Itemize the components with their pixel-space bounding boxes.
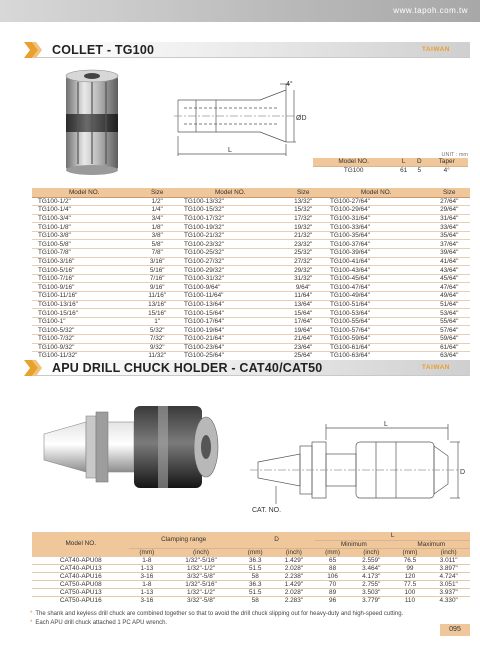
model-cell: TG100-31/32" (178, 274, 282, 283)
size-cell: 21/64" (282, 335, 324, 344)
size-cell: 21/32" (282, 231, 324, 240)
table-row (32, 283, 470, 292)
value-cell: 1-13 (129, 588, 164, 596)
size-cell: 35/64" (428, 231, 470, 240)
value-cell: 110 (393, 596, 428, 604)
model-cell: TG100-3/4" (32, 214, 136, 223)
size-cell: 9/64" (282, 283, 324, 292)
model-cell: TG100-5/8" (32, 240, 136, 249)
unit-header: (inch) (164, 548, 238, 556)
value-cell: 2.028" (273, 564, 316, 572)
value-cell: 2.283" (273, 596, 316, 604)
model-cell: CAT50-APU08 (32, 580, 129, 588)
size-cell: 15/64" (282, 309, 324, 318)
table-row (32, 223, 470, 232)
table-row (32, 588, 470, 596)
value-cell: 3.464" (350, 564, 393, 572)
model-cell: TG100-9/16" (32, 283, 136, 292)
spec-header: Taper (425, 158, 468, 166)
value-cell: 3.897" (427, 564, 470, 572)
website-url: www.tapoh.com.tw (393, 6, 468, 15)
table-row (32, 206, 470, 215)
model-cell: TG100-3/8" (32, 231, 136, 240)
size-cell: 19/32" (282, 223, 324, 232)
spec-header: L (394, 158, 413, 166)
value-cell: 100 (393, 588, 428, 596)
model-cell: TG100-19/64" (178, 326, 282, 335)
unit-header: (inch) (350, 548, 393, 556)
model-cell: TG100-23/32" (178, 240, 282, 249)
note-marker: * (30, 611, 33, 617)
value-cell: 3/32"-5/8" (164, 596, 238, 604)
size-header: Model NO. (324, 188, 428, 197)
table-row (32, 580, 470, 588)
value-cell: 36.3 (238, 580, 273, 588)
size-cell: 13/16" (136, 300, 178, 309)
size-cell: 11/32" (136, 352, 178, 361)
table-row (32, 317, 470, 326)
collet-section-header (22, 40, 470, 60)
model-cell: TG100-1/8" (32, 223, 136, 232)
model-cell: TG100-11/64" (178, 292, 282, 301)
value-cell: 96 (315, 596, 350, 604)
model-cell: TG100-61/64" (324, 343, 428, 352)
value-cell: 3.503" (350, 588, 393, 596)
model-cell: TG100-45/64" (324, 274, 428, 283)
table-row (32, 300, 470, 309)
model-cell: CAT50-APU16 (32, 596, 129, 604)
model-cell: TG100-7/32" (32, 335, 136, 344)
size-cell: 25/32" (282, 249, 324, 258)
size-header: Model NO. (178, 188, 282, 197)
d-header: D (238, 532, 315, 548)
value-cell: 3-16 (129, 596, 164, 604)
model-cell: TG100-1/2" (32, 197, 136, 206)
size-cell: 3/4" (136, 214, 178, 223)
model-cell: TG100-5/32" (32, 326, 136, 335)
size-cell: 63/64" (428, 352, 470, 361)
unit-header: (mm) (393, 548, 428, 556)
model-cell: TG100-49/64" (324, 292, 428, 301)
table-row (32, 335, 470, 344)
size-cell: 1/2" (136, 197, 178, 206)
value-cell: 4.330" (427, 596, 470, 604)
note-text: Each APU drill chuck attached 1 PC APU wrench. (35, 620, 168, 626)
model-cell: TG100-7/8" (32, 249, 136, 258)
model-cell: TG100-27/32" (178, 257, 282, 266)
size-cell: 31/64" (428, 214, 470, 223)
table-row (32, 249, 470, 258)
spec-cell: 4° (425, 166, 468, 174)
size-header: Model NO. (32, 188, 136, 197)
model-cell: CAT40-APU08 (32, 556, 129, 564)
model-cell: TG100-13/64" (178, 300, 282, 309)
spec-cell: TG100 (313, 166, 394, 174)
size-cell: 57/64" (428, 326, 470, 335)
size-cell: 13/32" (282, 197, 324, 206)
size-header: Size (282, 188, 324, 197)
value-cell: 89 (315, 588, 350, 596)
size-cell: 27/32" (282, 257, 324, 266)
model-cell: TG100-15/16" (32, 309, 136, 318)
size-cell: 19/64" (282, 326, 324, 335)
value-cell: 4.724" (427, 572, 470, 580)
size-cell: 47/64" (428, 283, 470, 292)
size-cell: 61/64" (428, 343, 470, 352)
diameter-label: D (460, 469, 466, 476)
size-cell: 15/32" (282, 206, 324, 215)
size-cell: 5/32" (136, 326, 178, 335)
size-cell: 13/64" (282, 300, 324, 309)
value-cell: 3.011" (427, 556, 470, 564)
table-row (32, 596, 470, 604)
model-cell: TG100-17/32" (178, 214, 282, 223)
size-cell: 41/64" (428, 257, 470, 266)
model-cell: TG100-21/64" (178, 335, 282, 344)
note-marker: * (30, 620, 33, 626)
size-header: Size (136, 188, 178, 197)
apu-title: APU DRILL CHUCK HOLDER - CAT40/CAT50 (52, 361, 323, 375)
value-cell: 3.937" (427, 588, 470, 596)
model-cell: TG100-47/64" (324, 283, 428, 292)
collet-size-table (32, 188, 470, 361)
value-cell: 1.429" (273, 556, 316, 564)
size-cell: 43/64" (428, 266, 470, 275)
value-cell: 4.173" (350, 572, 393, 580)
table-row (32, 309, 470, 318)
model-cell: TG100-3/16" (32, 257, 136, 266)
taiwan-badge: TAIWAN (421, 364, 450, 371)
size-cell: 11/16" (136, 292, 178, 301)
unit-header: (inch) (273, 548, 316, 556)
size-cell: 59/64" (428, 335, 470, 344)
model-cell: TG100-59/64" (324, 335, 428, 344)
table-row (32, 214, 470, 223)
value-cell: 1-13 (129, 564, 164, 572)
size-cell: 51/64" (428, 300, 470, 309)
model-cell: CAT40-APU13 (32, 564, 129, 572)
value-cell: 1-8 (129, 580, 164, 588)
value-cell: 2.559" (350, 556, 393, 564)
model-cell: CAT40-APU16 (32, 572, 129, 580)
size-header: Size (428, 188, 470, 197)
spec-header: D (413, 158, 425, 166)
value-cell: 3.779" (350, 596, 393, 604)
size-cell: 5/16" (136, 266, 178, 275)
taiwan-badge: TAIWAN (421, 46, 450, 53)
size-cell: 9/16" (136, 283, 178, 292)
table-row (32, 274, 470, 283)
value-cell: 1-8 (129, 556, 164, 564)
note-text: The shank and keyless drill chuck are combined together so that to avoid the drill chuck slipping out for heavy-duty and high-speed cutting. (35, 611, 404, 617)
model-cell: TG100-27/64" (324, 197, 428, 206)
unit-header: (mm) (129, 548, 164, 556)
model-cell: TG100-11/16" (32, 292, 136, 301)
l-header: L (315, 532, 470, 540)
value-cell: 51.5 (238, 564, 273, 572)
model-cell: TG100-41/64" (324, 257, 428, 266)
unit-header: (mm) (238, 548, 273, 556)
model-cell: TG100-1/4" (32, 206, 136, 215)
model-cell: TG100-1" (32, 317, 136, 326)
size-cell: 39/64" (428, 249, 470, 258)
size-cell: 17/64" (282, 317, 324, 326)
chevron-icon (22, 40, 46, 60)
value-cell: 106 (315, 572, 350, 580)
value-cell: 2.755" (350, 580, 393, 588)
size-cell: 1/8" (136, 223, 178, 232)
size-cell: 9/32" (136, 343, 178, 352)
model-cell: TG100-7/16" (32, 274, 136, 283)
table-row (32, 564, 470, 572)
table-row (32, 556, 470, 564)
value-cell: 2.028" (273, 588, 316, 596)
apu-table (32, 532, 470, 604)
table-row (313, 166, 468, 174)
value-cell: 3-16 (129, 572, 164, 580)
table-row (32, 231, 470, 240)
value-cell: 1/32"-1/2" (164, 564, 238, 572)
size-cell: 1/4" (136, 206, 178, 215)
model-cell: TG100-25/64" (178, 352, 282, 361)
model-cell: TG100-17/64" (178, 317, 282, 326)
size-cell: 23/32" (282, 240, 324, 249)
model-cell: TG100-15/64" (178, 309, 282, 318)
model-header: Model NO. (32, 532, 129, 556)
table-row (32, 343, 470, 352)
value-cell: 76.5 (393, 556, 428, 564)
value-cell: 58 (238, 572, 273, 580)
size-cell: 1" (136, 317, 178, 326)
size-cell: 27/64" (428, 197, 470, 206)
value-cell: 77.5 (393, 580, 428, 588)
value-cell: 88 (315, 564, 350, 572)
note-item (30, 610, 470, 619)
size-cell: 7/16" (136, 274, 178, 283)
length-label: L (384, 421, 388, 428)
unit-header: (mm) (315, 548, 350, 556)
model-cell: TG100-55/64" (324, 317, 428, 326)
model-cell: TG100-19/32" (178, 223, 282, 232)
value-cell: 1.429" (273, 580, 316, 588)
value-cell: 58 (238, 596, 273, 604)
angle-label: 4° (286, 81, 293, 88)
table-row (32, 326, 470, 335)
value-cell: 1/32"-1/2" (164, 588, 238, 596)
value-cell: 36.3 (238, 556, 273, 564)
model-cell: TG100-9/32" (32, 343, 136, 352)
value-cell: 99 (393, 564, 428, 572)
size-cell: 3/16" (136, 257, 178, 266)
value-cell: 51.5 (238, 588, 273, 596)
size-cell: 5/8" (136, 240, 178, 249)
diameter-label: ØD (296, 115, 307, 122)
model-cell: TG100-13/16" (32, 300, 136, 309)
value-cell: 70 (315, 580, 350, 588)
size-cell: 7/32" (136, 335, 178, 344)
unit-header: (inch) (427, 548, 470, 556)
model-cell: TG100-63/64" (324, 352, 428, 361)
size-cell: 17/32" (282, 214, 324, 223)
model-cell: TG100-53/64" (324, 309, 428, 318)
apu-section-header (22, 358, 470, 378)
model-cell: TG100-25/32" (178, 249, 282, 258)
size-cell: 29/64" (428, 206, 470, 215)
note-item (30, 619, 470, 628)
model-cell: TG100-35/64" (324, 231, 428, 240)
value-cell: 3.051" (427, 580, 470, 588)
model-cell: TG100-23/64" (178, 343, 282, 352)
model-cell: TG100-31/64" (324, 214, 428, 223)
model-cell: TG100-43/64" (324, 266, 428, 275)
size-cell: 53/64" (428, 309, 470, 318)
model-cell: TG100-37/64" (324, 240, 428, 249)
cat-no-label: CAT. NO. (252, 507, 282, 514)
collet-drawing (168, 80, 318, 162)
size-cell: 33/64" (428, 223, 470, 232)
model-cell: TG100-13/32" (178, 197, 282, 206)
model-cell: TG100-29/32" (178, 266, 282, 275)
table-row (32, 292, 470, 301)
spec-cell: 61 (394, 166, 413, 174)
maximum-header: Maximum (393, 540, 470, 548)
spec-header: Model NO. (313, 158, 394, 166)
spec-cell: 5 (413, 166, 425, 174)
model-cell: TG100-57/64" (324, 326, 428, 335)
table-row (32, 572, 470, 580)
size-cell: 45/64" (428, 274, 470, 283)
drill-chuck-photo (38, 392, 238, 502)
unit-label: UNIT : mm (441, 152, 468, 158)
model-cell: TG100-11/32" (32, 352, 136, 361)
clamping-header: Clamping range (129, 532, 237, 548)
model-cell: TG100-21/32" (178, 231, 282, 240)
notes (30, 610, 470, 628)
model-cell: TG100-9/64" (178, 283, 282, 292)
value-cell: 120 (393, 572, 428, 580)
size-cell: 31/32" (282, 274, 324, 283)
page-number: 095 (440, 624, 470, 636)
size-cell: 55/64" (428, 317, 470, 326)
size-cell: 37/64" (428, 240, 470, 249)
size-cell: 23/64" (282, 343, 324, 352)
model-cell: TG100-29/64" (324, 206, 428, 215)
table-row (32, 257, 470, 266)
size-cell: 7/8" (136, 249, 178, 258)
value-cell: 3/32"-5/8" (164, 572, 238, 580)
model-cell: TG100-15/32" (178, 206, 282, 215)
size-cell: 3/8" (136, 231, 178, 240)
value-cell: 1/32"-5/16" (164, 580, 238, 588)
size-cell: 11/64" (282, 292, 324, 301)
size-cell: 29/32" (282, 266, 324, 275)
model-cell: TG100-5/16" (32, 266, 136, 275)
value-cell: 1/32"-5/16" (164, 556, 238, 564)
size-cell: 15/16" (136, 309, 178, 318)
model-cell: TG100-33/64" (324, 223, 428, 232)
length-label: L (228, 147, 232, 154)
model-cell: TG100-51/64" (324, 300, 428, 309)
size-cell: 25/64" (282, 352, 324, 361)
minimum-header: Minimum (315, 540, 392, 548)
drill-chuck-drawing (246, 420, 470, 516)
table-row (32, 266, 470, 275)
table-row (32, 197, 470, 206)
model-cell: TG100-39/64" (324, 249, 428, 258)
collet-title: COLLET - TG100 (52, 43, 155, 57)
top-banner (0, 0, 480, 22)
value-cell: 65 (315, 556, 350, 564)
collet-photo (52, 68, 132, 178)
value-cell: 2.238" (273, 572, 316, 580)
chevron-icon (22, 358, 46, 378)
table-row (32, 240, 470, 249)
model-cell: CAT50-APU13 (32, 588, 129, 596)
collet-spec-table (313, 152, 468, 174)
size-cell: 49/64" (428, 292, 470, 301)
